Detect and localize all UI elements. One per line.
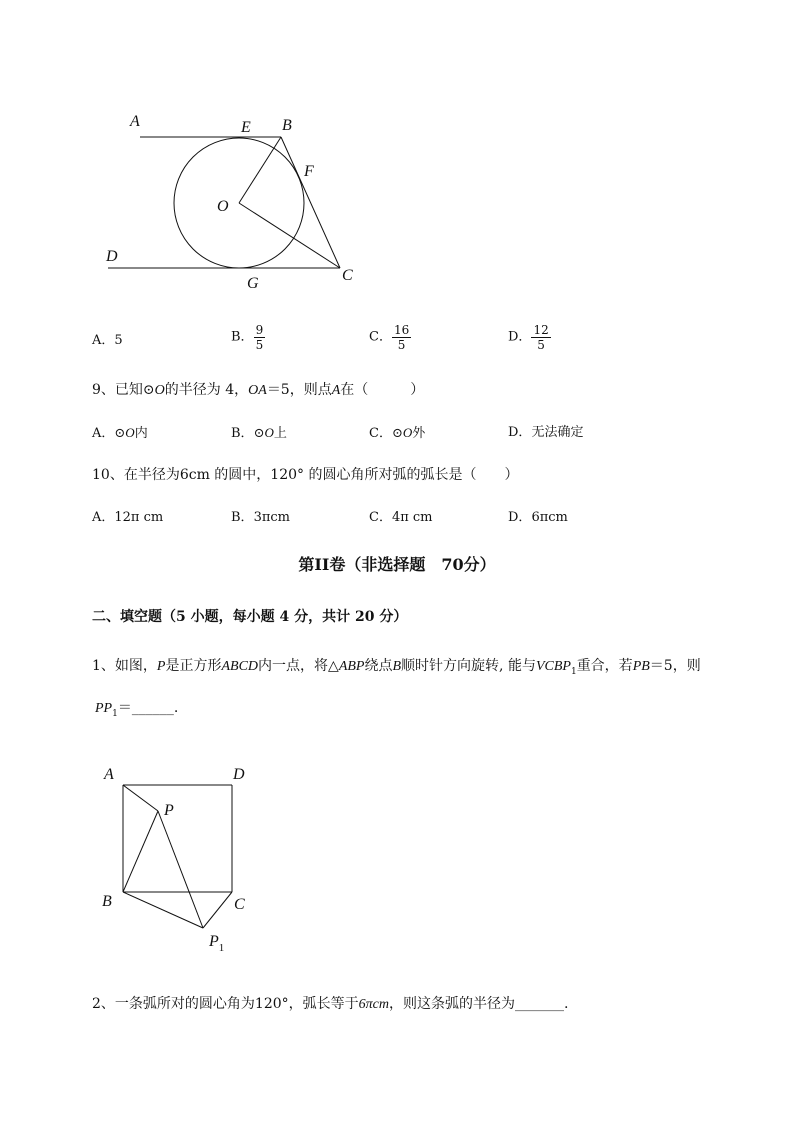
fill1-answer-line — [95, 699, 178, 723]
label-g: G — [247, 275, 259, 292]
q8-option-b[interactable] — [231, 323, 265, 352]
stem-text: 如图， — [114, 658, 157, 674]
part2-title: 第II卷（非选择题 70分） — [298, 555, 496, 574]
option-letter: C． — [369, 426, 392, 441]
q10-option-b[interactable] — [231, 509, 290, 527]
label-f: F — [304, 163, 314, 180]
label-p: P — [164, 802, 174, 819]
fill1-stem — [92, 657, 701, 681]
stem-text: 在（ ） — [340, 382, 425, 398]
option-text: 无法确定 — [531, 425, 584, 440]
denominator: 5 — [255, 338, 264, 352]
section2-title: 二、填空题（5 小题，每小题 4 分，共计 20 分） — [92, 609, 408, 625]
q9-option-a[interactable] — [92, 424, 148, 443]
stem-text: 顺时针方向旋转, 能与 — [401, 658, 536, 674]
option-letter: C． — [369, 329, 392, 345]
math-var: A — [331, 383, 341, 398]
label-a: A — [130, 113, 140, 130]
option-text: 4π cm — [391, 510, 433, 525]
label-d: D — [106, 248, 118, 265]
math-var: ABP — [338, 659, 365, 674]
segment-bp — [123, 811, 158, 892]
option-text: ⊙ — [253, 426, 265, 441]
option-text: 6πcm — [531, 510, 568, 525]
option-text: ⊙ — [391, 426, 403, 441]
stem-text: ＝5，则 — [649, 658, 701, 674]
label-a: A — [104, 766, 114, 783]
math-var: 6πcm — [358, 997, 389, 1012]
stem-text: 已知⊙ — [114, 382, 155, 398]
option-text: 12π cm — [114, 510, 164, 525]
denominator: 5 — [397, 338, 406, 352]
fraction — [254, 323, 266, 352]
label-c: C — [234, 896, 245, 913]
q9-stem — [92, 381, 424, 400]
option-text: 上 — [273, 426, 287, 441]
math-var: OA — [248, 383, 267, 398]
option-letter: B． — [231, 426, 254, 441]
fraction — [392, 323, 411, 352]
option-letter: D． — [508, 510, 532, 525]
label-p1-sub: 1 — [218, 942, 225, 954]
q8-option-c[interactable] — [369, 323, 411, 352]
math-var: ABCD — [221, 659, 259, 674]
label-c: C — [342, 267, 353, 284]
stem-text: 是正方形 — [165, 658, 222, 674]
math-var: PB — [632, 659, 650, 674]
option-letter: C． — [369, 510, 392, 525]
q9-option-c[interactable] — [369, 424, 425, 443]
stem-text: ＝5，则点 — [266, 382, 332, 398]
question-number: 10、 — [92, 467, 124, 483]
math-var: VCBP — [535, 659, 571, 674]
stem-text: ，则这条弧的半径为_______. — [389, 996, 569, 1012]
option-text: 3πcm — [253, 510, 290, 525]
stem-text: 的半径为 4， — [164, 382, 249, 398]
label-p1 — [208, 933, 224, 954]
question-number: 2、 — [92, 996, 115, 1012]
option-letter: A． — [92, 426, 115, 441]
math-var: B — [392, 659, 402, 674]
math-var: PP — [95, 701, 113, 716]
denominator: 5 — [537, 338, 545, 352]
numerator: 9 — [255, 323, 264, 337]
stem-text: 内一点，将△ — [258, 658, 339, 674]
option-letter: B． — [231, 510, 254, 525]
stem-text: 重合，若 — [576, 658, 633, 674]
q10-stem — [92, 466, 518, 484]
label-e: E — [241, 119, 251, 136]
subscript: 1 — [570, 666, 577, 677]
option-letter: A． — [92, 333, 115, 348]
subscript: 1 — [112, 708, 118, 719]
question-number: 9、 — [92, 382, 115, 398]
math-var: P — [156, 659, 166, 674]
option-text: 内 — [134, 426, 148, 441]
option-value: 5 — [114, 333, 123, 348]
label-d: D — [233, 766, 245, 783]
square-rotation-figure — [95, 760, 265, 960]
math-var: O — [125, 425, 135, 440]
option-letter: D． — [508, 425, 532, 440]
q9-option-d[interactable] — [508, 424, 583, 442]
label-o: O — [217, 198, 229, 215]
segment-cp1 — [203, 892, 232, 928]
math-var: O — [402, 425, 413, 440]
math-var: O — [264, 425, 274, 440]
answer-blank[interactable]: ＝______. — [117, 700, 179, 716]
numerator: 12 — [533, 323, 549, 337]
stem-text: 绕点 — [364, 658, 393, 674]
segment-ap — [123, 785, 158, 811]
option-letter: A． — [92, 510, 115, 525]
q10-option-a[interactable] — [92, 509, 163, 527]
option-text: 外 — [412, 426, 426, 441]
question-number: 1、 — [92, 658, 115, 674]
option-letter: B． — [231, 329, 254, 345]
fraction — [531, 323, 550, 352]
label-b: B — [282, 117, 292, 134]
segment-ob — [239, 137, 281, 203]
q10-option-d[interactable] — [508, 509, 568, 527]
label-b: B — [102, 893, 112, 910]
q8-option-d[interactable] — [508, 323, 551, 352]
label-p1-main: P — [209, 933, 219, 950]
numerator: 16 — [393, 323, 410, 337]
q10-option-c[interactable] — [369, 509, 433, 527]
q9-option-b[interactable] — [231, 424, 287, 443]
stem-text: 一条弧所对的圆心角为120°，弧长等于 — [114, 996, 359, 1012]
q8-option-a[interactable] — [92, 332, 123, 350]
math-var: O — [154, 383, 165, 398]
option-text: ⊙ — [114, 426, 126, 441]
fill2-stem — [92, 995, 568, 1014]
option-letter: D． — [508, 329, 532, 345]
circle-tangent-figure — [100, 110, 370, 300]
stem-text: 在半径为6cm 的圆中，120° 的圆心角所对弧的弧长是（ ） — [123, 467, 519, 483]
segment-bc — [281, 137, 340, 268]
